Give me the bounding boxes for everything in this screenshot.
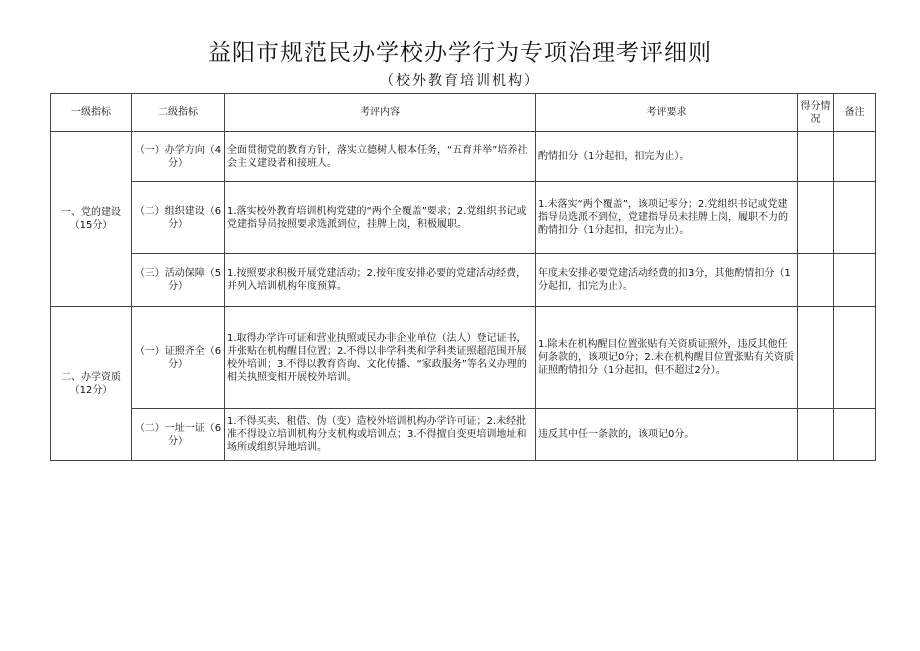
table-row: [51, 254, 876, 307]
score-cell: [798, 182, 834, 254]
header-remark: 备注: [834, 94, 876, 132]
score-cell: [798, 254, 834, 307]
header-score: 得分情况: [798, 94, 834, 132]
level2-cell: （三）活动保障（5分）: [132, 254, 225, 307]
level2-cell: （二）一址一证（6分）: [132, 409, 225, 461]
content-cell: 1.取得办学许可证和营业执照或民办非企业单位（法人）登记证书，并张贴在机构醒目位置；2.不得以非学科类和学科类证照超范围开展校外培训；3.不得以教育咨询、文化传播、“家政服务”等名义办理的相关执照变相开展校外培训。: [225, 307, 536, 409]
requirement-cell: 1.未落实“两个覆盖”，该项记零分；2.党组织书记或党建指导员选派不到位，党建指导员未挂牌上岗，履职不力的酌情扣分（1分起扣，扣完为止）。: [536, 182, 798, 254]
header-requirement: 考评要求: [536, 94, 798, 132]
level2-cell: （一）办学方向（4分）: [132, 132, 225, 182]
content-cell: 1.落实校外教育培训机构党建的“两个全覆盖”要求；2.党组织书记或党建指导员按照要求选派到位，挂牌上岗，积极履职。: [225, 182, 536, 254]
content-cell: 全面贯彻党的教育方针，落实立德树人根本任务，“五育并举”培养社会主义建设者和接班人。: [225, 132, 536, 182]
table-row: [51, 307, 876, 409]
header-level2: 二级指标: [132, 94, 225, 132]
remark-cell: [834, 409, 876, 461]
document-title: 益阳市规范民办学校办学行为专项治理考评细则: [208, 40, 712, 66]
evaluation-table: [50, 93, 876, 461]
remark-cell: [834, 307, 876, 409]
requirement-cell: 违反其中任一条款的，该项记0分。: [536, 409, 798, 461]
score-cell: [798, 132, 834, 182]
score-cell: [798, 409, 834, 461]
requirement-cell: 年度未安排必要党建活动经费的扣3分，其他酌情扣分（1分起扣，扣完为止）。: [536, 254, 798, 307]
table-row: [51, 132, 876, 182]
table-row: [51, 182, 876, 254]
table-row: [51, 409, 876, 461]
header-content: 考评内容: [225, 94, 536, 132]
score-cell: [798, 307, 834, 409]
content-cell: 1.按照要求积极开展党建活动；2.按年度安排必要的党建活动经费，并列入培训机构年度预算。: [225, 254, 536, 307]
remark-cell: [834, 254, 876, 307]
level1-cell: 二、办学资质（12分）: [51, 307, 132, 461]
level2-cell: （一）证照齐全（6分）: [132, 307, 225, 409]
requirement-cell: 酌情扣分（1分起扣，扣完为止）。: [536, 132, 798, 182]
content-cell: 1.不得买卖、租借、伪（变）造校外培训机构办学许可证；2.未经批准不得设立培训机构分支机构或培训点；3.不得擅自变更培训地址和场所或组织异地培训。: [225, 409, 536, 461]
level2-cell: （二）组织建设（6分）: [132, 182, 225, 254]
remark-cell: [834, 182, 876, 254]
remark-cell: [834, 132, 876, 182]
level1-cell: 一、党的建设（15分）: [51, 132, 132, 307]
header-level1: 一级指标: [51, 94, 132, 132]
table-header-row: [51, 94, 876, 132]
document-subtitle: （校外教育培训机构）: [380, 73, 540, 89]
requirement-cell: 1.除未在机构醒目位置张贴有关资质证照外，违反其他任何条款的，该项记0分；2.未在机构醒目位置张贴有关资质证照酌情扣分（1分起扣，但不超过2分）。: [536, 307, 798, 409]
